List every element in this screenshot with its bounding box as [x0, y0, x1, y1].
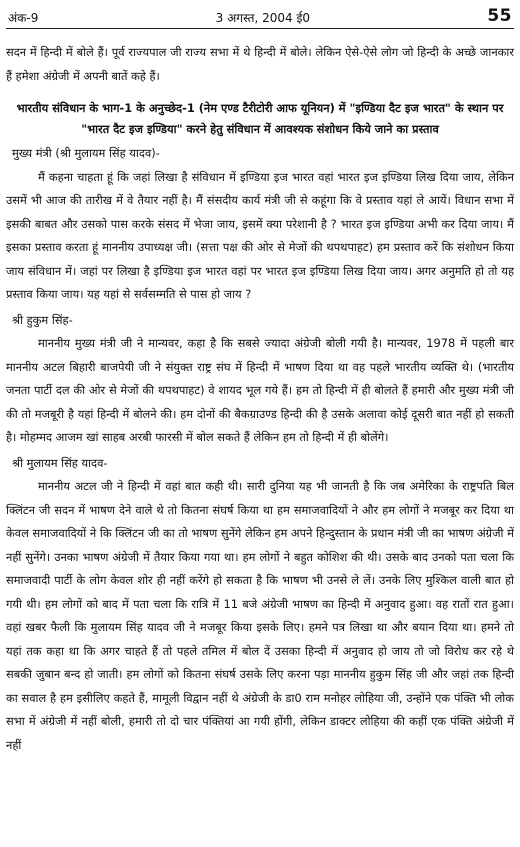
mulayam-singh-paragraph: माननीय अटल जी ने हिन्दी में वहां बात कही थी। सारी दुनिया यह भी जानती है कि जब अमेरिका के राष्ट्रपति बिल क्लिंटन जी सदन में भाषण देने वाले थे तो कितना संघर्ष किया था हम समाजवादियों ने और हम लोगों ने मजबूर कर दिया था केवल समाजवादियों ने कि क्लिंटन जी का तो भाषण सुनेंगे लेकिन हम अपने हिन्दुस्तान के प्रधान मंत्री जी का भाषण अंग्रेजी में नहीं सुनेंगे। उनका भाषण अंग्रेजी में तैयार किया गया था। हम लोगों ने बहुत कोशिश की थी। उसके बाद उनको पता चला कि समाजवादी पार्टी के लोग केवल शोर ही नहीं करेंगे हो सकता है कि भाषण भी उनसे ले लें। उनके लिए मुश्किल वाली बात हो गयी थी। हम लोगों को बाद में पता चला कि रात्रि में 11 बजे अंग्रेजी भाषण का हिन्दी में अनुवाद हुआ। वह रातों रात हुआ। वहां खबर फैली कि मुलायम सिंह यादव जी ने मजबूर किया इसके लिए। हमने पत्र लिखा था और बयान दिया था। हमने तो यहां तक कहा था कि अगर चाहते हैं तो पहले तमिल में बोल दें उसका हिन्दी में अनुवाद हो जाय तो जो विरोध कर रहे थे सबकी जुबान बन्द हो जाती। हम लोगों को कितना संघर्ष उसके लिए करना पड़ा माननीय हुकुम सिंह जी और जहां तक हिन्दी का सवाल है हम इसीलिए कहते हैं, मामूली विद्वान नहीं थे अंग्रेजी के डा0 राम मनोहर लोहिया जी, उन्होंने एक पंक्ति भी लोक सभा में अंग्रेजी में नहीं बोली, हमारी तो दो चार पंक्तियां आ गयी होंगी, लेकिन डाक्टर लोहिया की कहीं एक पंक्ति अंग्रेजी में नहीं: [6, 479, 514, 752]
hukum-singh-paragraph: माननीय मुख्य मंत्री जी ने मान्यवर, कहा है कि सबसे ज्यादा अंग्रेजी बोली गयी है। मान्यवर, 1978 में पहली बार माननीय अटल बिहारी बाजपेयी जी ने संयुक्त राष्ट्र संघ में हिन्दी में भाषण दिया था वह पहले भारतीय व्यक्ति थे। (भारतीय जनता पार्टी दल की ओर से मेजों की थपथपाहट) वे शायद भूल गये हैं। हम तो हिन्दी में ही बोलते हैं हमारी और मुख्य मंत्री जी की तो मजबूरी है यहां हिन्दी में बोलने की। हम दोनों की बैकग्राउण्ड हिन्दी की है उसके अलावा कोई दूसरी बात नहीं हो सकती है। मोहम्मद आजम खां साहब अरबी फारसी में बोल सकते हैं लेकिन हम तो हिन्दी में ही बोलेंगे।: [6, 336, 514, 444]
speaker-chief-minister: मुख्य मंत्री (श्री मुलायम सिंह यादव)-: [12, 146, 160, 160]
proposal-title: भारतीय संविधान के भाग-1 के अनुच्छेद-1 (नेम एण्ड टैरीटोरी आफ यूनियन) में "इण्डिया दैट इज भारत" के स्थान पर "भारत दैट इज इण्डिया" करने हेतु संविधान में आवश्यक संशोधन किये जाने का प्रस्ताव: [16, 101, 504, 136]
page-content: [6, 29, 514, 757]
page-number: 55: [487, 6, 512, 26]
page-header: [6, 0, 514, 29]
header-date: 3 अगस्त, 2004 ई0: [215, 11, 311, 25]
issue-number: अंक-9: [8, 11, 39, 25]
intro-paragraph: सदन में हिन्दी में बोले हैं। पूर्व राज्यपाल जी राज्य सभा में थे हिन्दी में बोले। लेकिन ऐसे-ऐसे लोग जो हिन्दी के अच्छे जानकार हैं हमेशा अंग्रेजी में अपनी बातें कहे हैं।: [6, 45, 514, 83]
speaker-hukum-singh: श्री हुकुम सिंह-: [12, 312, 73, 327]
chief-minister-paragraph: मैं कहना चाहता हूं कि जहां लिखा है संविधान में इण्डिया इज भारत वहां भारत इज इण्डिया लिख दिया जाय, लेकिन उसमें भी आज की तारीख में वे तैयार नहीं है। मैं संसदीय कार्य मंत्री जी से कहूंगा कि वे प्रस्ताव यहां ले आयें। विधान सभा में इसकी बाबत और उसको पास करके संसद में भेजा जाय, इसमें क्या परेशानी है ? भारत इज इण्डिया अभी कर दिया जाय। मैं इसका प्रस्ताव करता हूं माननीय उपाध्यक्ष जी। (सत्ता पक्ष की ओर से मेजों की थपथपाहट) हम प्रस्ताव करें कि संशोधन किया जाय संविधान में। जहां पर लिखा है इण्डिया इज भारत वहां पर भारत इज इण्डिया लिख दिया जाय। अगर अनुमति हो तो यह प्रस्ताव किया जाय। यह यहां से सर्वसम्मति से पास हो जाय ?: [6, 169, 514, 301]
speaker-mulayam-singh: श्री मुलायम सिंह यादव-: [12, 455, 108, 470]
